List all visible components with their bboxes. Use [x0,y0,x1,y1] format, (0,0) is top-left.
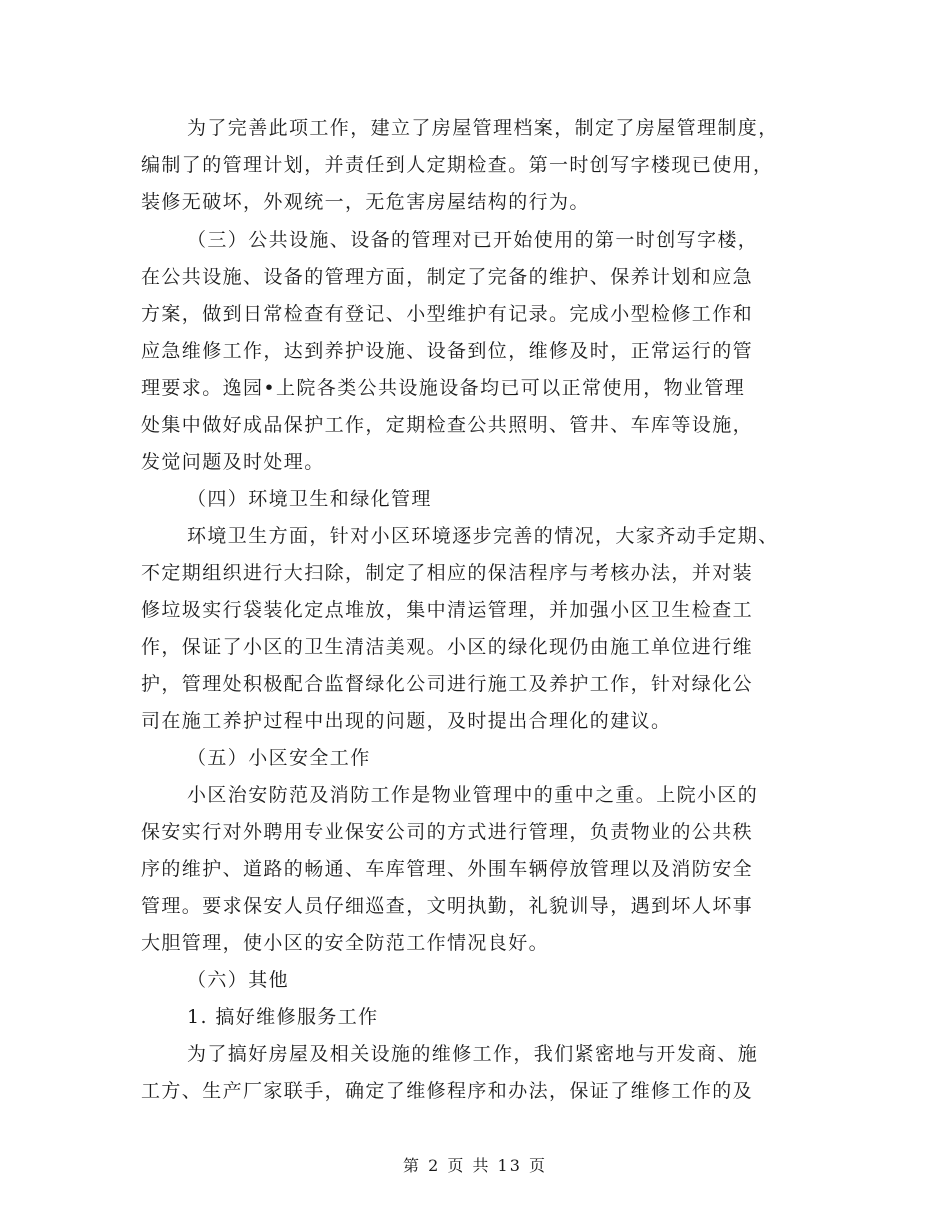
text-line: 编制了的管理计划，并责任到人定期检查。第一时创写字楼现已使用， [141,154,774,176]
page-footer: 第 2 页 共 13 页 [403,1156,547,1175]
text-line: 作，保证了小区的卫生清洁美观。小区的绿化现仍由施工单位进行维 [141,636,754,658]
text-line: 序的维护、道路的畅通、车库管理、外围车辆停放管理以及消防安全 [141,858,754,880]
text-line: 保安实行对外聘用专业保安公司的方式进行管理，负责物业的公共秩 [141,821,754,843]
text-line: 应急维修工作，达到养护设施、设备到位，维修及时，正常运行的管 [141,340,754,362]
text-line: 方案，做到日常检查有登记、小型维护有记录。完成小型检修工作和 [141,303,754,325]
text-line: 大胆管理，使小区的安全防范工作情况良好。 [141,932,550,954]
text-line: 不定期组织进行大扫除，制定了相应的保洁程序与考核办法，并对装 [141,562,754,584]
text-line: 理要求。逸园•上院各类公共设施设备均已可以正常使用，物业管理 [141,377,746,399]
text-line: 环境卫生方面，针对小区环境逐步完善的情况，大家齐动手定期、 [187,525,779,547]
text-line: 为了完善此项工作，建立了房屋管理档案，制定了房屋管理制度， [187,117,779,139]
text-line: 工方、生产厂家联手，确定了维修程序和办法，保证了维修工作的及 [141,1080,754,1102]
text-line: 在公共设施、设备的管理方面，制定了完备的维护、保养计划和应急 [141,266,754,288]
text-line: 司在施工养护过程中出现的问题，及时提出合理化的建议。 [141,710,672,732]
section-heading-4: （四）环境卫生和绿化管理 [187,488,432,510]
text-line: 为了搞好房屋及相关设施的维修工作，我们紧密地与开发商、施 [187,1043,759,1065]
text-line: 小区治安防范及消防工作是物业管理中的重中之重。上院小区的 [187,784,759,806]
text-line: 发觉问题及时处理。 [141,451,325,473]
text-line: 护，管理处积极配合监督绿化公司进行施工及养护工作，针对绿化公 [141,673,754,695]
section-heading-5: （五）小区安全工作 [187,747,371,769]
section-heading-3: （三）公共设施、设备的管理对已开始使用的第一时创写字楼， [187,229,759,251]
text-line: 处集中做好成品保护工作，定期检查公共照明、管井、车库等设施， [141,414,754,436]
section-heading-6: （六）其他 [187,969,290,991]
text-line: 装修无破坏，外观统一，无危害房屋结构的行为。 [141,191,590,213]
subsection-heading: 1. 搞好维修服务工作 [187,1006,379,1028]
text-line: 管理。要求保安人员仔细巡查，文明执勤，礼貌训导，遇到坏人坏事 [141,895,754,917]
text-line: 修垃圾实行袋装化定点堆放，集中清运管理，并加强小区卫生检查工 [141,599,754,621]
